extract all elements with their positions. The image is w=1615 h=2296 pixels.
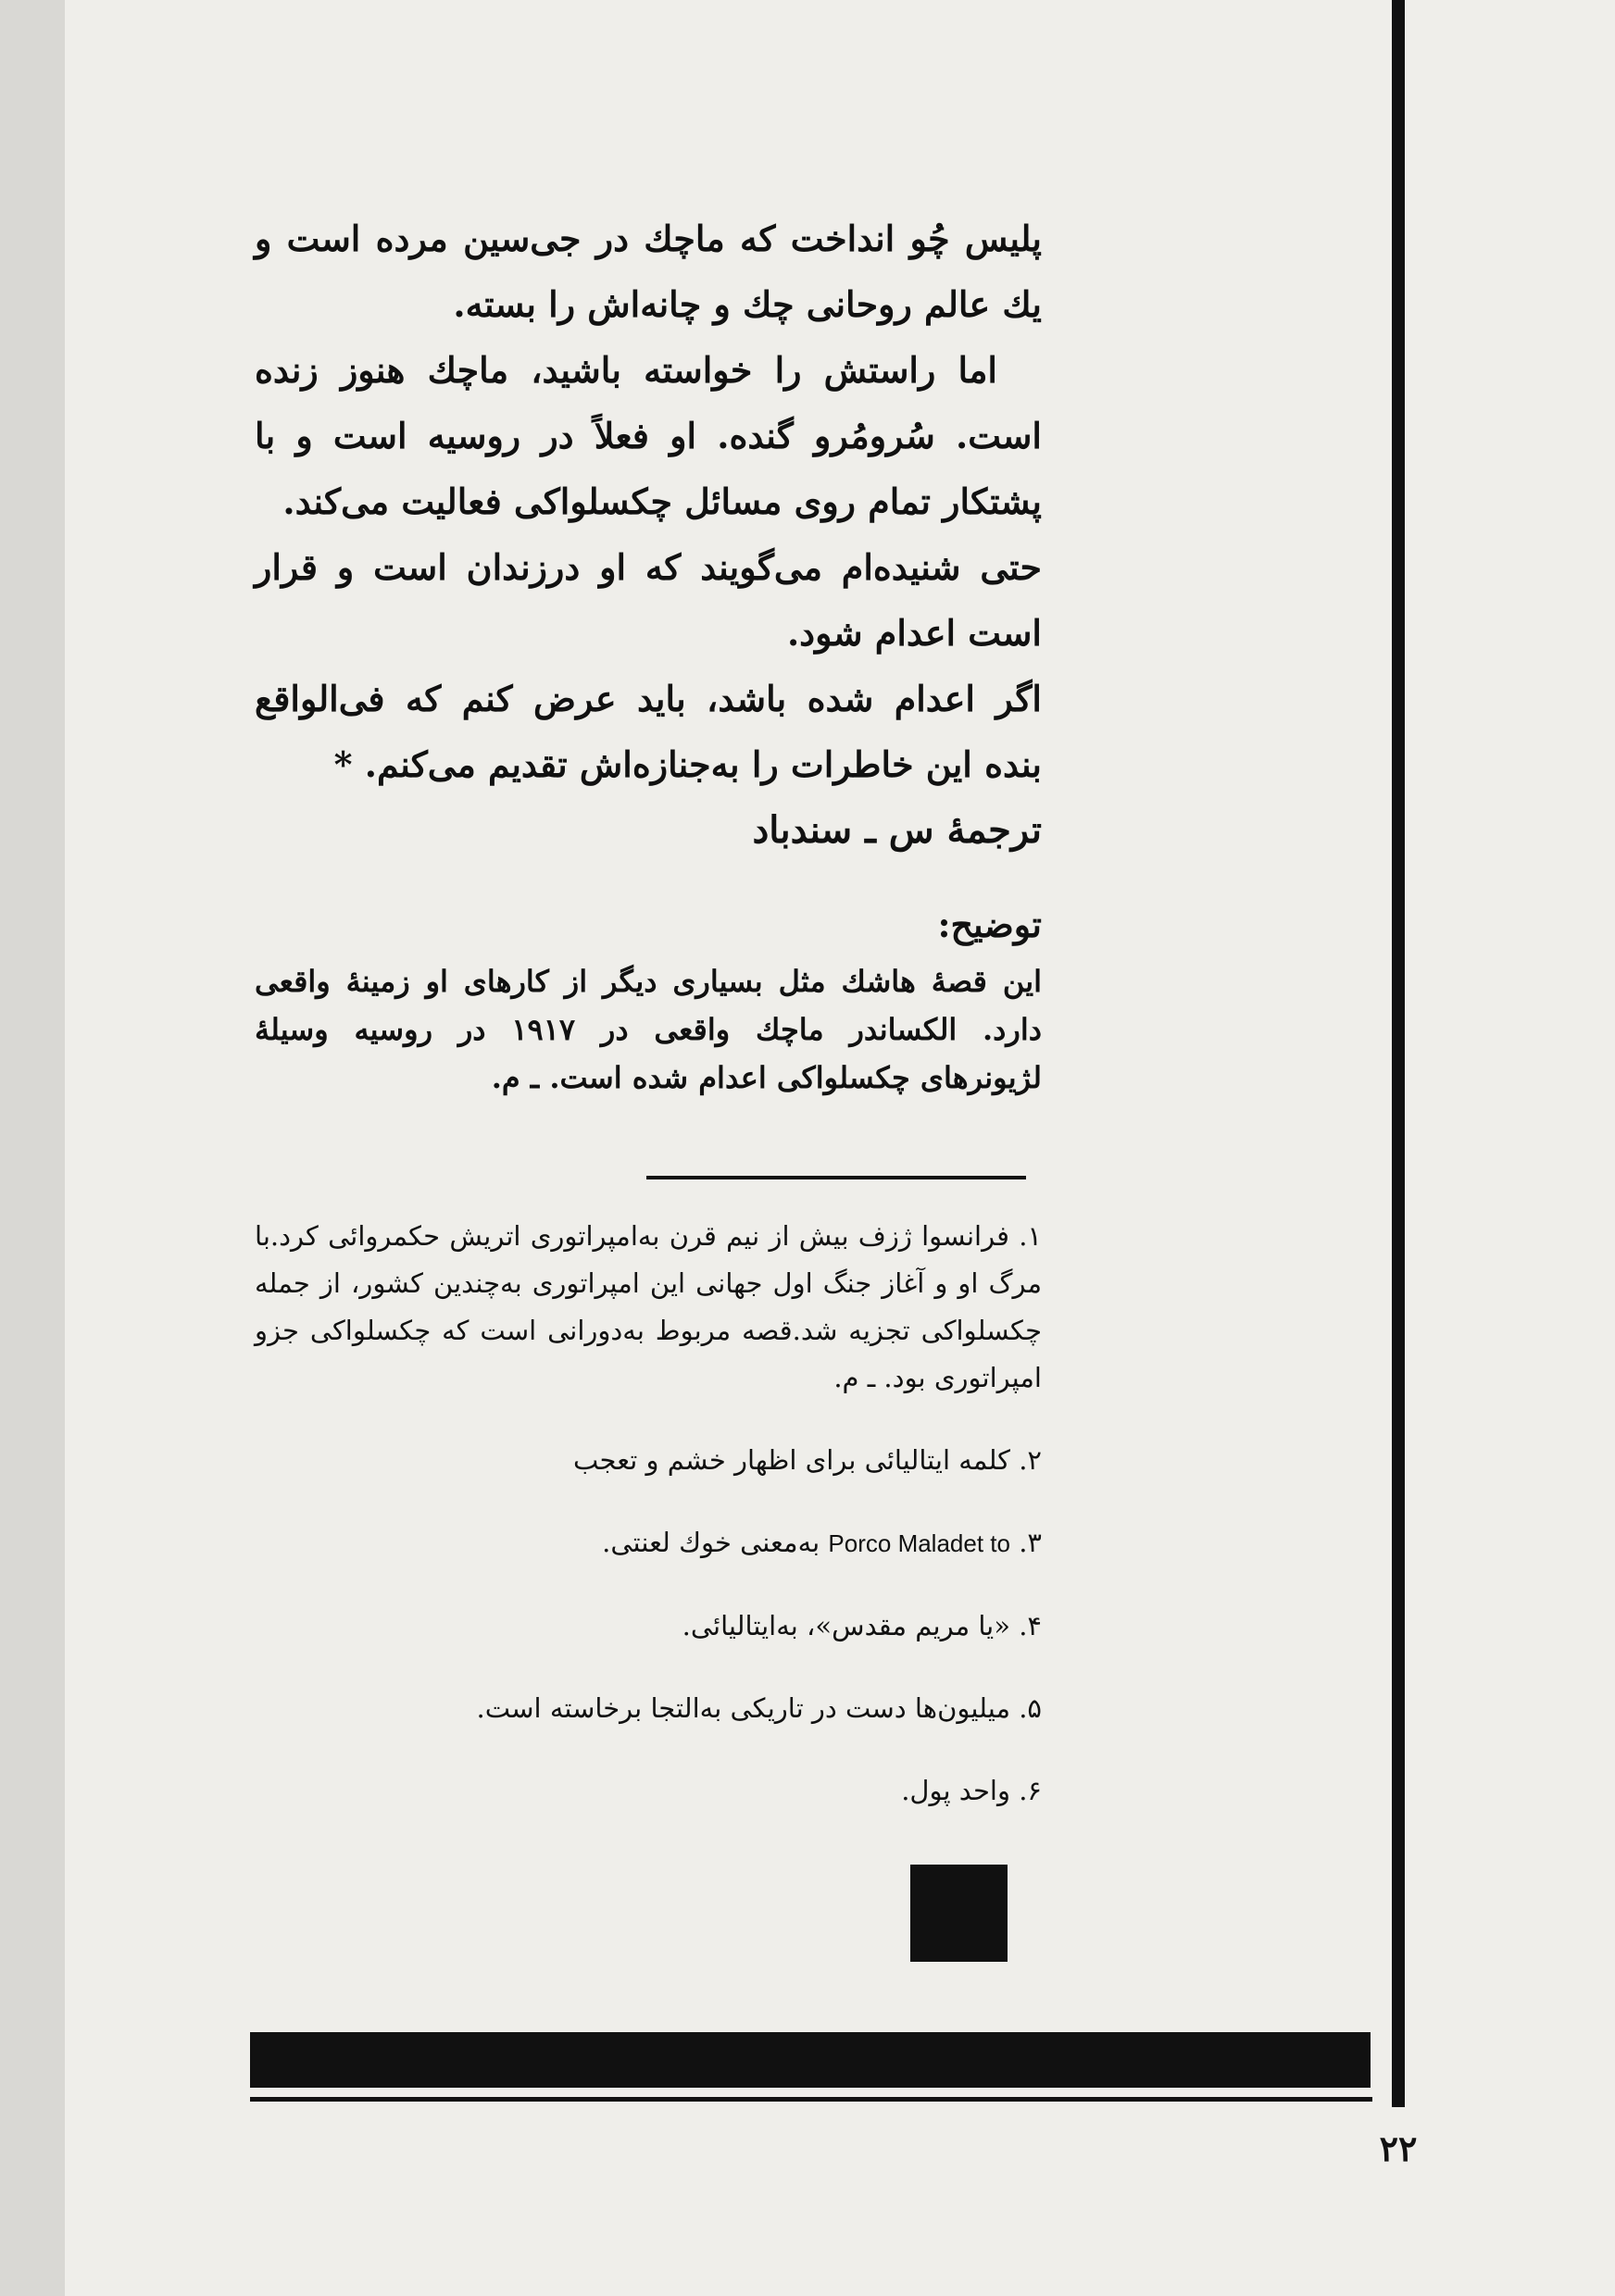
footnote-3-number: ۳. bbox=[1019, 1527, 1042, 1558]
paragraph-1: پلیس چُو انداخت که ماچك در جی‌سین مرده است و یك عالم روحانی چك و چانه‌اش را بسته. bbox=[255, 218, 1042, 325]
footnote-4: ۴. «یا مریم مقدس»، به‌ایتالیائی. bbox=[682, 1610, 1042, 1641]
footnote-1: ۱. فرانسوا ژزف بیش از نیم قرن به‌امپراتوری اتریش حکمروائی کرد.با مرگ او و آغاز جنگ اول جهانی این امپراتوری به‌چندین کشور، از جمله چکسلواکی تجزیه شد.قصه مربوط به‌دورانی است که چکسلواکی جزو امپراتوری بود. ـ م. bbox=[255, 1220, 1042, 1393]
footnotes bbox=[255, 1213, 1042, 1815]
footnote-3-text: به‌معنی خوك لعنتی. bbox=[602, 1527, 820, 1558]
footnote-3-latin: Porco Maladet to bbox=[828, 1529, 1010, 1557]
end-mark-square bbox=[910, 1865, 1008, 1962]
explanation-note bbox=[255, 898, 1042, 1102]
paper-edge-shadow bbox=[0, 0, 65, 2296]
footnote-6: ۶. واحد پول. bbox=[901, 1775, 1042, 1806]
paragraph-3: حتی شنیده‌ام می‌گویند که او درزندان است و قرار است اعدام شود. bbox=[255, 546, 1042, 654]
bottom-black-bar bbox=[250, 2032, 1371, 2088]
vertical-rule bbox=[1392, 0, 1405, 2107]
main-text bbox=[255, 206, 1042, 863]
note-title: توضیح: bbox=[937, 904, 1042, 945]
footnote-5: ۵. میلیون‌ها دست در تاریکی به‌التجا برخاسته است. bbox=[476, 1692, 1042, 1724]
paragraph-2: اما راستش را خواسته باشید، ماچك هنوز زنده است. سُرومُرو گنده. او فعلاً در روسیه است و با پشتکار تمام روی مسائل چکسلواکی فعالیت می‌کند. bbox=[255, 349, 1042, 522]
footnote-separator bbox=[646, 1176, 1026, 1179]
footnote-2: ۲. کلمه ایتالیائی برای اظهار خشم و تعجب bbox=[573, 1444, 1042, 1476]
bottom-rule bbox=[250, 2097, 1372, 2102]
translator-credit: ترجمهٔ س ـ سندباد bbox=[752, 808, 1042, 852]
page-number: ۲۲ bbox=[1379, 2128, 1418, 2169]
footnote-3 bbox=[255, 1519, 1042, 1567]
note-body: این قصهٔ هاشك مثل بسیاری دیگر از کارهای او زمینهٔ واقعی دارد. الکساندر ماچك واقعی در ۱۹۱۷ در روسیه وسیلهٔ لژیونرهای چکسلواکی اعدام شده است. ـ م. bbox=[255, 964, 1042, 1095]
paragraph-4: اگر اعدام شده باشد، باید عرض کنم که فی‌الواقع بنده این خاطرات را به‌جنازه‌اش تقدیم می‌کنم. * bbox=[255, 678, 1042, 785]
